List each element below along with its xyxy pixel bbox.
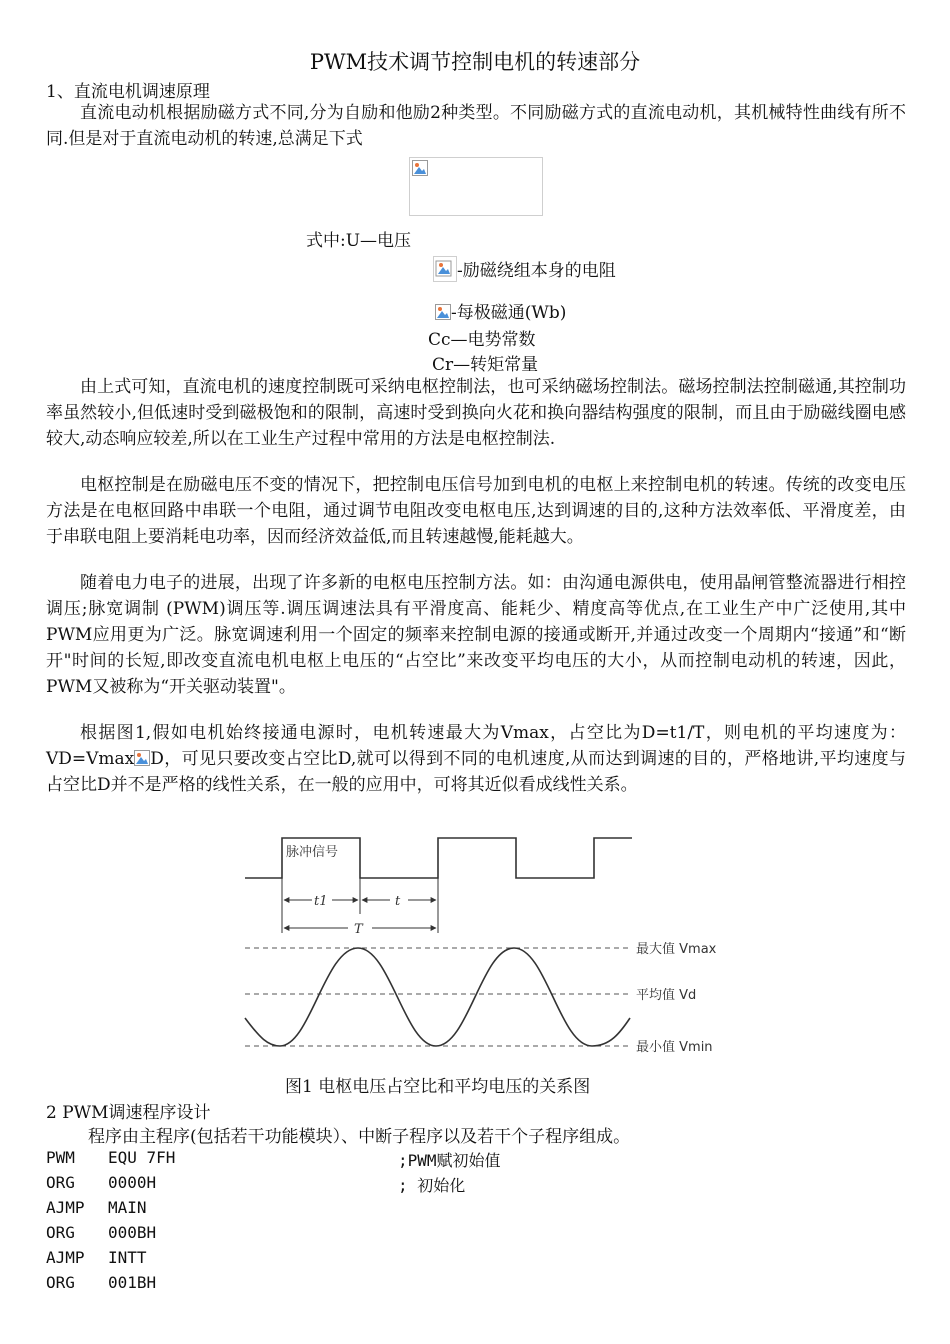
section-1-intro: 直流电动机根据励磁方式不同,分为自励和他励2种类型。不同励磁方式的直流电动机，其机械特性曲线有所不同.但是对于直流电动机的转速,总满足下式 — [46, 103, 906, 149]
code-arg: INTT — [108, 1248, 147, 1267]
vd-label: 平均值 Vd — [636, 988, 697, 1003]
pulse-signal-label: 脉冲信号 — [286, 845, 339, 860]
section-2-intro: 程序由主程序(包括若干功能模块）、中断子程序以及若干个子程序组成。 — [88, 1127, 631, 1147]
def-flux: -每极磁通(Wb) — [451, 303, 567, 323]
duty-cycle-text-b: D，可见只要改变占空比D,就可以得到不同的电机速度,从而达到调速的目的，严格地讲,平均速度与占空比D并不是严格的线性关系，在一般的应用中，可将其近似看成线性关系。 — [46, 749, 906, 795]
figure-pwm-diagram — [240, 828, 780, 1060]
code-arg: 000BH — [108, 1223, 157, 1242]
code-comment: ;PWM赋初始值 — [398, 1151, 501, 1170]
code-arg: 0000H — [108, 1173, 157, 1192]
broken-image-icon — [412, 160, 428, 176]
paragraph-control-methods: 由上式可知，直流电机的速度控制既可采纳电枢控制法，也可采纳磁场控制法。磁场控制法控制磁通,其控制功率虽然较小,但低速时受到磁极饱和的限制，高速时受到换向火花和换向器结构强度的限制，而且由于励磁线圈电感较大,动态响应较差,所以在工业生产过程中常用的方法是电枢控制法. — [46, 377, 906, 449]
def-resistance: -励磁绕组本身的电阻 — [457, 261, 616, 281]
vmin-label: 最小值 Vmin — [636, 1040, 713, 1055]
code-op: AJMP — [46, 1248, 85, 1267]
def-torque-constant: Cr—转矩常量 — [432, 355, 539, 375]
code-op: ORG — [46, 1173, 75, 1192]
broken-image-icon — [435, 304, 451, 320]
def-emf-constant: Cc—电势常数 — [428, 330, 536, 350]
T-label: T — [354, 922, 363, 937]
duty-cycle-text-a: 根据图1,假如电机始终接通电源时，电机转速最大为Vmax，占空比为D=t1/T，则电机的平均速度为：VD=Vmax — [46, 723, 906, 769]
broken-image-icon — [433, 256, 457, 282]
def-resistance-row — [433, 256, 616, 282]
code-op: ORG — [46, 1223, 75, 1242]
code-op: PWM — [46, 1148, 75, 1167]
code-arg: 001BH — [108, 1273, 157, 1292]
figure-caption: 图1 电枢电压占空比和平均电压的关系图 — [285, 1077, 591, 1097]
broken-image-icon — [134, 750, 150, 766]
def-flux-row — [435, 298, 566, 323]
code-arg: EQU 7FH — [108, 1148, 176, 1167]
code-arg: MAIN — [108, 1198, 147, 1217]
paragraph-armature-control: 电枢控制是在励磁电压不变的情况下，把控制电压信号加到电机的电枢上来控制电机的转速。传统的改变电压方法是在电枢回路中串联一个电阻，通过调节电阻改变电枢电压,达到调速的目的,这种方法效率低、平滑度差，由于串联电阻上要消耗电功率，因而经济效益低,而且转速越慢,能耗越大。 — [46, 475, 906, 547]
voltage-curve — [245, 948, 630, 1046]
def-voltage: 式中:U—电压 — [306, 231, 412, 251]
page-title: PWM技术调节控制电机的转速部分 — [309, 50, 641, 74]
code-comment: ; 初始化 — [398, 1176, 466, 1195]
vmax-label: 最大值 Vmax — [636, 942, 717, 957]
code-op: AJMP — [46, 1198, 85, 1217]
section-2-heading: 2 PWM调速程序设计 — [46, 1103, 211, 1123]
code-op: ORG — [46, 1273, 75, 1292]
t1-label: t1 — [314, 894, 328, 909]
paragraph-pwm-methods: 随着电力电子的进展，出现了许多新的电枢电压控制方法。如：由沟通电源供电，使用晶闸管整流器进行相控调压;脉宽调制 (PWM)调压等.调压调速法具有平滑度高、能耗少、精度高等优点,在工业生产中广泛使用,其中PWM应用更为广泛。脉宽调速利用一个固定的频率来控制电源的接通或断开,并通过改变一个周期内“接通”和“断开"时间的长短,即改变直流电机电枢上电压的“占空比”来改变平均电压的大小，从而控制电动机的转速，因此，PWM又被称为“开关驱动装置"。 — [46, 573, 906, 697]
t-label: t — [395, 894, 401, 909]
formula-image — [409, 157, 543, 216]
paragraph-duty-cycle — [46, 720, 906, 798]
section-1-heading: 1、直流电机调速原理 — [46, 82, 210, 102]
